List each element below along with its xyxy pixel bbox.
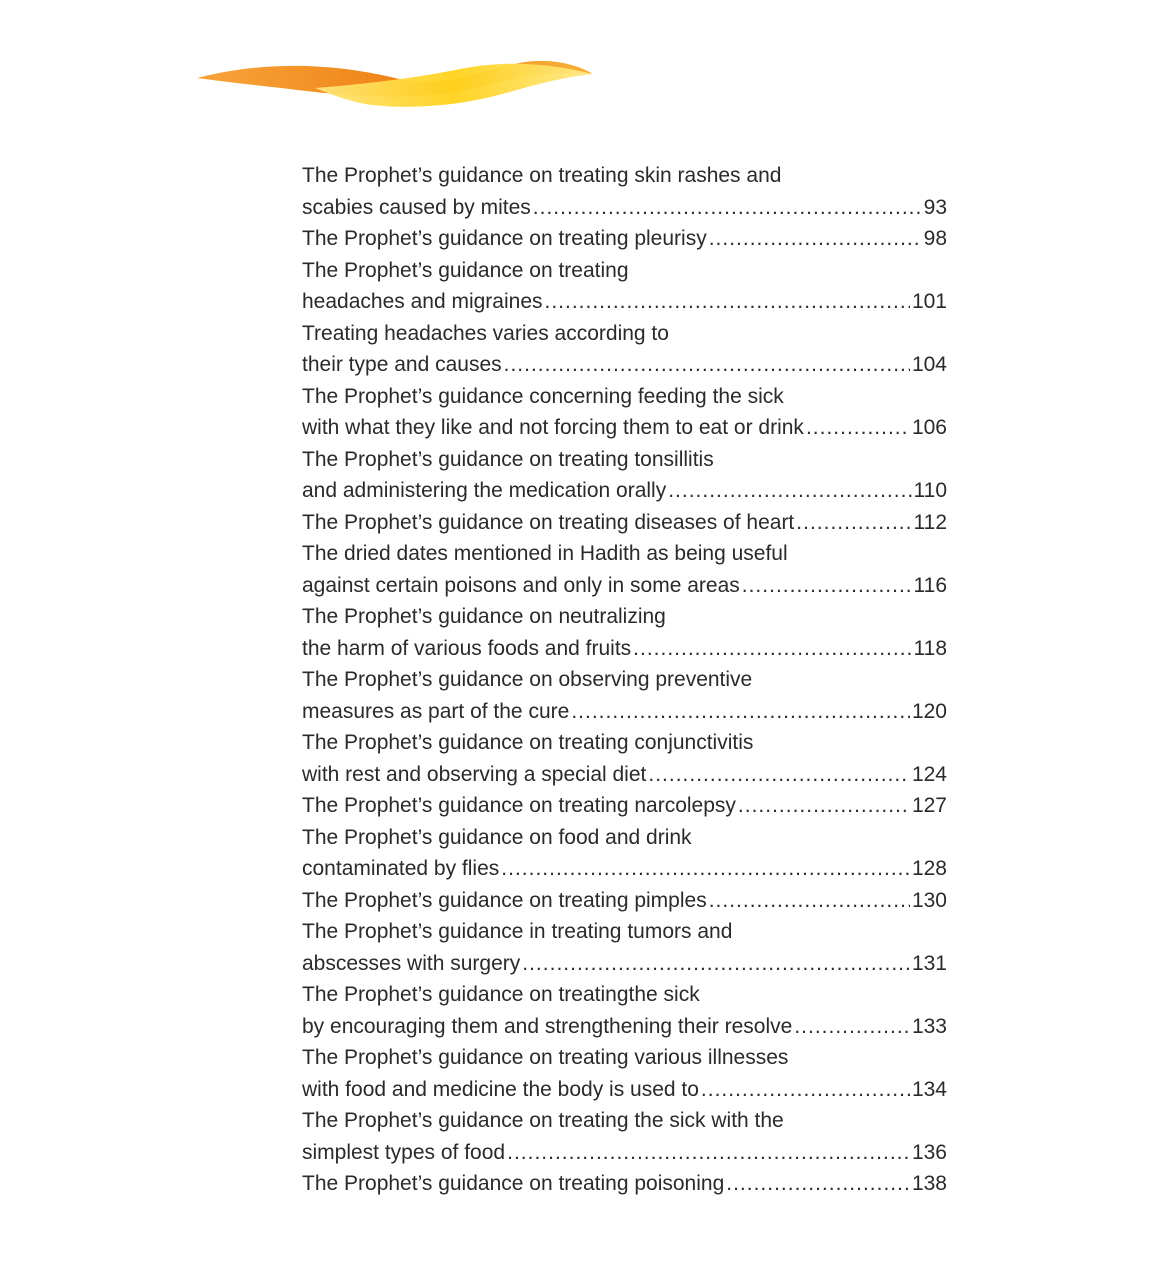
- dot-leader: [507, 1137, 910, 1169]
- toc-entry-title: The Prophet’s guidance on treating narcolepsy: [302, 794, 736, 817]
- toc-entry-last-line: [302, 790, 947, 822]
- toc-entry-last-line: [302, 853, 947, 885]
- toc-page-number: 118: [913, 636, 947, 660]
- toc-entry-title: headaches and migraines: [302, 290, 543, 313]
- toc-entry[interactable]: [302, 916, 947, 979]
- toc-entry-line: [302, 160, 947, 192]
- toc-entry-line: [302, 979, 947, 1011]
- dot-leader: [796, 507, 911, 539]
- toc-page-number: 101: [911, 290, 947, 313]
- toc-page-number: 131: [911, 951, 947, 975]
- dot-leader: [501, 853, 910, 885]
- toc-entry[interactable]: [302, 1105, 947, 1168]
- dot-leader: [742, 570, 912, 602]
- toc-entry-title: The Prophet’s guidance on treating pimples: [302, 888, 707, 912]
- toc-entry[interactable]: [302, 727, 947, 790]
- toc-page-number: 133: [911, 1014, 947, 1038]
- toc-entry-line: [302, 255, 947, 287]
- toc-entry-title: measures as part of the cure: [302, 699, 570, 723]
- dot-leader: [633, 633, 911, 665]
- toc-entry-title: The Prophet’s guidance on treating various illnesses: [302, 1046, 789, 1069]
- toc-entry-title: The Prophet’s guidance on food and drink: [302, 825, 692, 849]
- toc-entry-title: The Prophet’s guidance on treating conjunctivitis: [302, 731, 754, 754]
- toc-entry-title: The Prophet’s guidance on treating diseases of heart: [302, 510, 795, 534]
- toc-entry-title: their type and causes: [302, 353, 502, 376]
- toc-entry-line: [302, 822, 947, 854]
- toc-entry-title: with what they like and not forcing them to eat or drink: [302, 416, 804, 439]
- toc-entry[interactable]: [302, 1168, 947, 1200]
- toc-entry[interactable]: [302, 790, 947, 822]
- toc-entry-last-line: [302, 507, 947, 539]
- toc-page-number: 110: [913, 479, 947, 502]
- toc-entry[interactable]: [302, 885, 947, 917]
- toc-page-number: 120: [911, 699, 947, 723]
- toc-entry-title: The Prophet’s guidance on treating pleurisy: [302, 227, 707, 250]
- dot-leader: [709, 885, 910, 917]
- toc-entry[interactable]: [302, 255, 947, 318]
- toc-entry-line: [302, 381, 947, 413]
- toc-entry-line: [302, 1105, 947, 1137]
- toc-entry-last-line: [302, 192, 947, 224]
- toc-entry-title: simplest types of food: [302, 1140, 506, 1164]
- toc-entry-line: [302, 664, 947, 696]
- toc-entry-last-line: [302, 759, 947, 791]
- toc-entry-last-line: [302, 1137, 947, 1169]
- toc-entry-last-line: [302, 885, 947, 917]
- toc-entry-title: contaminated by flies: [302, 857, 500, 880]
- toc-entry-last-line: [302, 1011, 947, 1043]
- toc-entry-last-line: [302, 570, 947, 602]
- toc-entry-title: scabies caused by mites: [302, 195, 531, 219]
- toc-entry[interactable]: [302, 381, 947, 444]
- toc-entry[interactable]: [302, 601, 947, 664]
- dot-leader: [504, 349, 910, 381]
- toc-entry-line: [302, 1042, 947, 1074]
- toc-entry[interactable]: [302, 538, 947, 601]
- toc-entry-title: The Prophet’s guidance on treating skin rashes and: [302, 164, 782, 187]
- toc-entry-line: [302, 318, 947, 350]
- toc-entry-last-line: [302, 633, 947, 665]
- toc-entry-last-line: [302, 475, 947, 507]
- toc-entry-title: The Prophet’s guidance on treating tonsillitis: [302, 447, 714, 471]
- dot-leader: [668, 475, 911, 507]
- toc-entry-last-line: [302, 286, 947, 318]
- toc-entry[interactable]: [302, 822, 947, 885]
- toc-entry-title: The Prophet’s guidance in treating tumors and: [302, 920, 733, 943]
- dot-leader: [806, 412, 910, 444]
- toc-entry-last-line: [302, 1074, 947, 1106]
- toc-page-number: 106: [911, 416, 947, 439]
- toc-entry-title: with food and medicine the body is used to: [302, 1077, 699, 1101]
- toc-page-number: 134: [911, 1077, 947, 1101]
- toc-entry[interactable]: [302, 444, 947, 507]
- toc-entry-title: with rest and observing a special diet: [302, 762, 647, 786]
- toc-entry[interactable]: [302, 160, 947, 223]
- toc-entry-title: Treating headaches varies according to: [302, 321, 669, 345]
- toc-entry-last-line: [302, 696, 947, 728]
- dot-leader: [701, 1074, 910, 1106]
- toc-entry-last-line: [302, 223, 947, 255]
- toc-page-number: 124: [911, 762, 947, 786]
- toc-entry[interactable]: [302, 979, 947, 1042]
- toc-entry[interactable]: [302, 507, 947, 539]
- dot-leader: [533, 192, 922, 224]
- toc-page-number: 112: [913, 510, 947, 534]
- toc-entry-title: by encouraging them and strengthening their resolve: [302, 1014, 793, 1038]
- toc-entry-title: The Prophet’s guidance on treating the sick with the: [302, 1109, 784, 1132]
- toc-entry[interactable]: [302, 223, 947, 255]
- dot-leader: [726, 1168, 910, 1200]
- toc-entry-line: [302, 601, 947, 633]
- dot-leader: [709, 223, 922, 255]
- table-of-contents: [302, 160, 947, 1200]
- toc-entry-line: [302, 538, 947, 570]
- toc-page-number: 128: [911, 857, 947, 880]
- toc-entry-line: [302, 727, 947, 759]
- toc-entry-last-line: [302, 1168, 947, 1200]
- toc-entry[interactable]: [302, 664, 947, 727]
- toc-entry-title: abscesses with surgery: [302, 951, 521, 975]
- toc-entry[interactable]: [302, 1042, 947, 1105]
- dot-leader: [738, 790, 910, 822]
- toc-page-number: 136: [911, 1140, 947, 1164]
- toc-page-number: 130: [911, 888, 947, 912]
- toc-page-number: 127: [911, 794, 947, 817]
- toc-entry-title: The Prophet’s guidance on treatingthe sick: [302, 983, 700, 1006]
- toc-entry-title: The Prophet’s guidance on neutralizing: [302, 605, 666, 628]
- dot-leader: [545, 286, 910, 318]
- toc-entry-last-line: [302, 412, 947, 444]
- toc-entry[interactable]: [302, 318, 947, 381]
- dot-leader: [571, 696, 910, 728]
- toc-entry-title: The Prophet’s guidance on treating poisoning: [302, 1172, 725, 1195]
- toc-entry-title: and administering the medication orally: [302, 479, 667, 502]
- toc-page-number: 98: [923, 227, 947, 250]
- toc-entry-title: The Prophet’s guidance on observing preventive: [302, 668, 753, 691]
- toc-page-number: 138: [911, 1172, 947, 1195]
- swoosh-yellow-band: [315, 64, 593, 107]
- decorative-swoosh: [195, 48, 595, 118]
- toc-page-number: 93: [923, 195, 947, 219]
- toc-page-number: 104: [911, 353, 947, 376]
- toc-entry-last-line: [302, 349, 947, 381]
- toc-entry-title: The Prophet’s guidance concerning feeding the sick: [302, 384, 784, 408]
- toc-entry-title: against certain poisons and only in some areas: [302, 573, 740, 597]
- toc-entry-title: The dried dates mentioned in Hadith as being useful: [302, 542, 788, 565]
- toc-entry-title: The Prophet’s guidance on treating: [302, 258, 629, 282]
- toc-entry-line: [302, 916, 947, 948]
- toc-entry-title: the harm of various foods and fruits: [302, 636, 632, 660]
- toc-entry-line: [302, 444, 947, 476]
- toc-page-number: 116: [913, 573, 947, 597]
- dot-leader: [522, 948, 910, 980]
- dot-leader: [648, 759, 910, 791]
- dot-leader: [794, 1011, 910, 1043]
- toc-entry-last-line: [302, 948, 947, 980]
